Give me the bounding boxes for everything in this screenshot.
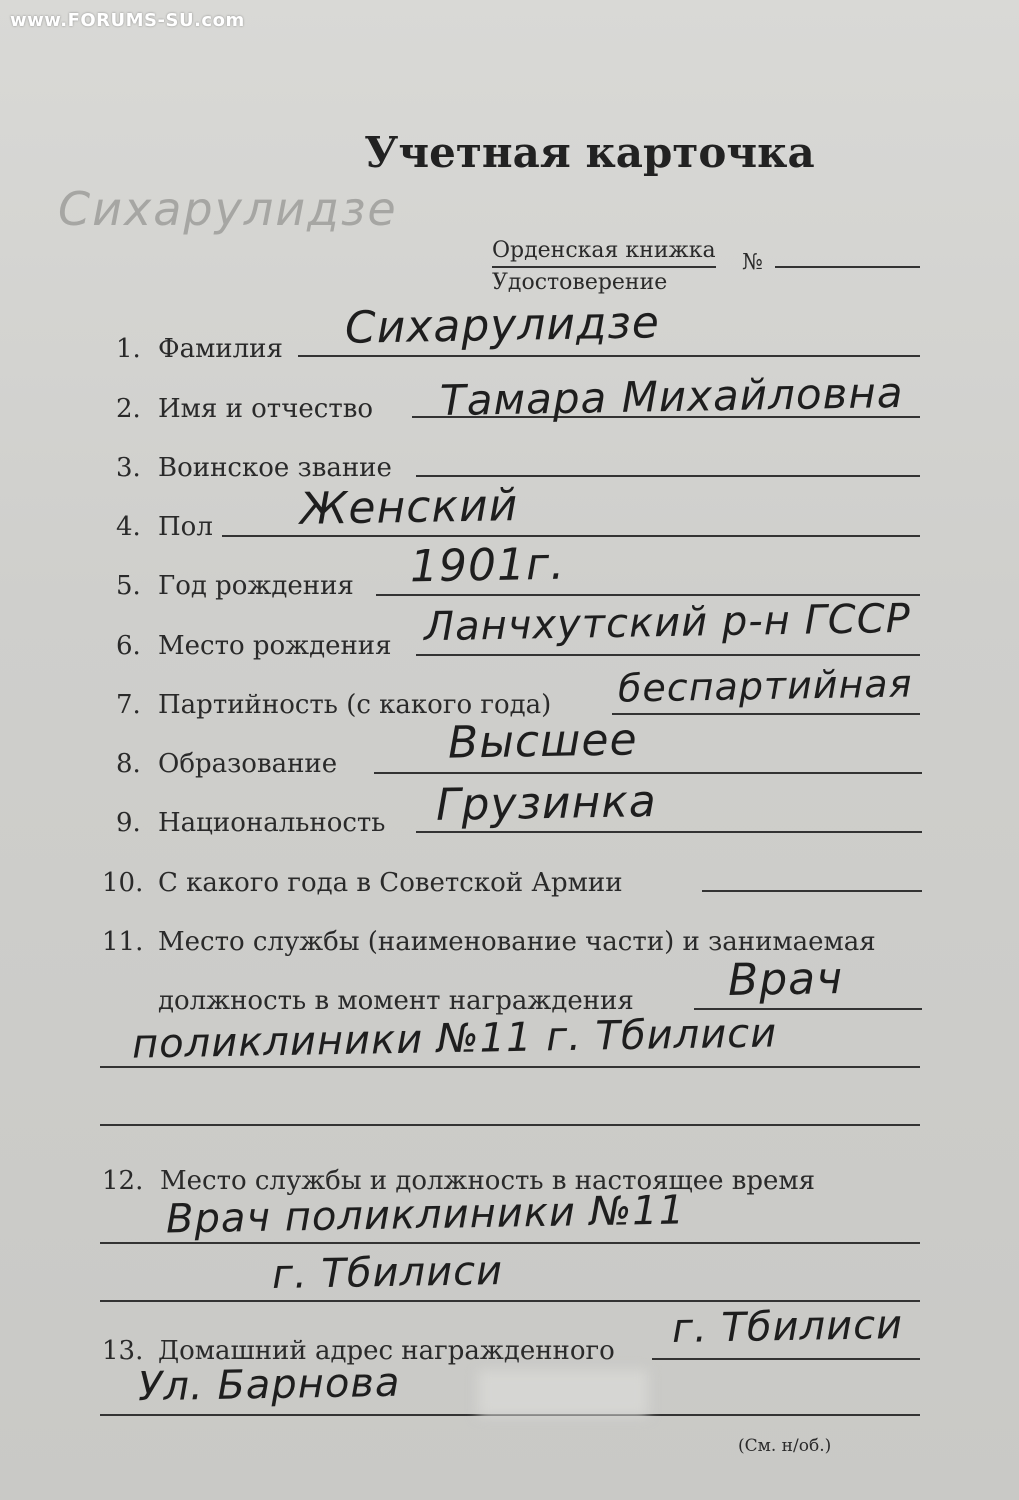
- order-book-label: Орденская книжка: [492, 238, 716, 263]
- field-12-label: Место службы и должность в настоящее время: [160, 1166, 816, 1196]
- field-12-line-1: [100, 1242, 920, 1244]
- field-9-value: Грузинка: [435, 776, 658, 831]
- field-6-label: Место рождения: [158, 631, 392, 661]
- field-5-value: 1901г.: [409, 538, 566, 593]
- field-1-value: Сихарулидзе: [344, 297, 661, 354]
- field-3-number: 3.: [116, 453, 141, 483]
- field-6-line: [416, 654, 920, 656]
- field-4-label: Пол: [158, 512, 213, 542]
- field-11-number: 11.: [102, 927, 144, 957]
- field-12-number: 12.: [102, 1166, 144, 1196]
- order-book-block: [492, 236, 716, 298]
- field-11-line-1: [694, 1008, 922, 1010]
- field-9-number: 9.: [116, 808, 141, 838]
- field-3-line: [416, 475, 920, 477]
- number-sign: №: [742, 250, 763, 275]
- field-11-line-3: [100, 1124, 920, 1126]
- field-6-number: 6.: [116, 631, 141, 661]
- field-13-line-1: [652, 1358, 920, 1360]
- field-8-line: [374, 772, 922, 774]
- field-2-number: 2.: [116, 394, 141, 424]
- field-4-line: [222, 535, 920, 537]
- field-10-number: 10.: [102, 868, 144, 898]
- field-13-label: Домашний адрес награжденного: [158, 1336, 615, 1366]
- footer-note: (См. н/об.): [738, 1436, 832, 1456]
- field-5-label: Год рождения: [158, 571, 354, 601]
- field-1-line: [298, 355, 920, 357]
- field-1-label: Фамилия: [158, 334, 283, 364]
- field-11-label-line2: должность в момент награждения: [158, 986, 634, 1016]
- field-8-label: Образование: [158, 749, 338, 779]
- field-11-line-2: [100, 1066, 920, 1068]
- field-5-line: [376, 594, 920, 596]
- field-11-label-line1: Место службы (наименование части) и занимаемая: [158, 927, 876, 957]
- number-line: [775, 266, 920, 268]
- field-8-value: Высшее: [447, 714, 638, 769]
- field-12-value-line1: Врач поликлиники №11: [165, 1187, 686, 1243]
- field-4-number: 4.: [116, 512, 141, 542]
- field-12-value-line2: г. Тбилиси: [271, 1247, 504, 1299]
- field-2-value: Тамара Михайловна: [439, 367, 904, 426]
- redacted-area: [478, 1370, 648, 1416]
- field-8-number: 8.: [116, 749, 141, 779]
- field-13-number: 13.: [102, 1336, 144, 1366]
- card-title: Учетная карточка: [364, 128, 815, 177]
- field-7-line: [612, 713, 920, 715]
- pencil-note: Сихарулидзе: [58, 182, 398, 236]
- watermark: www.FORUMS-SU.com: [10, 10, 245, 31]
- field-11-value-line1: Врач: [727, 952, 844, 1007]
- field-13-value-line1: г. Тбилиси: [671, 1301, 904, 1353]
- field-4-value: Женский: [299, 480, 519, 535]
- field-7-label: Партийность (с какого года): [158, 690, 552, 720]
- field-9-line: [416, 831, 922, 833]
- field-6-value: Ланчхутский р-н ГССР: [423, 595, 912, 651]
- field-10-label: С какого года в Советской Армии: [158, 868, 623, 898]
- field-9-label: Национальность: [158, 808, 386, 838]
- field-1-number: 1.: [116, 334, 141, 364]
- field-13-value-line2: Ул. Барнова: [137, 1359, 401, 1411]
- field-10-line: [702, 890, 922, 892]
- field-3-label: Воинское звание: [158, 453, 392, 483]
- field-7-value: беспартийная: [617, 661, 913, 711]
- field-5-number: 5.: [116, 571, 141, 601]
- field-2-label: Имя и отчество: [158, 394, 374, 424]
- field-7-number: 7.: [116, 690, 141, 720]
- field-11-value-line2: поликлиники №11 г. Тбилиси: [131, 1010, 778, 1068]
- certificate-label: Удостоверение: [492, 266, 716, 298]
- field-12-line-2: [100, 1300, 920, 1302]
